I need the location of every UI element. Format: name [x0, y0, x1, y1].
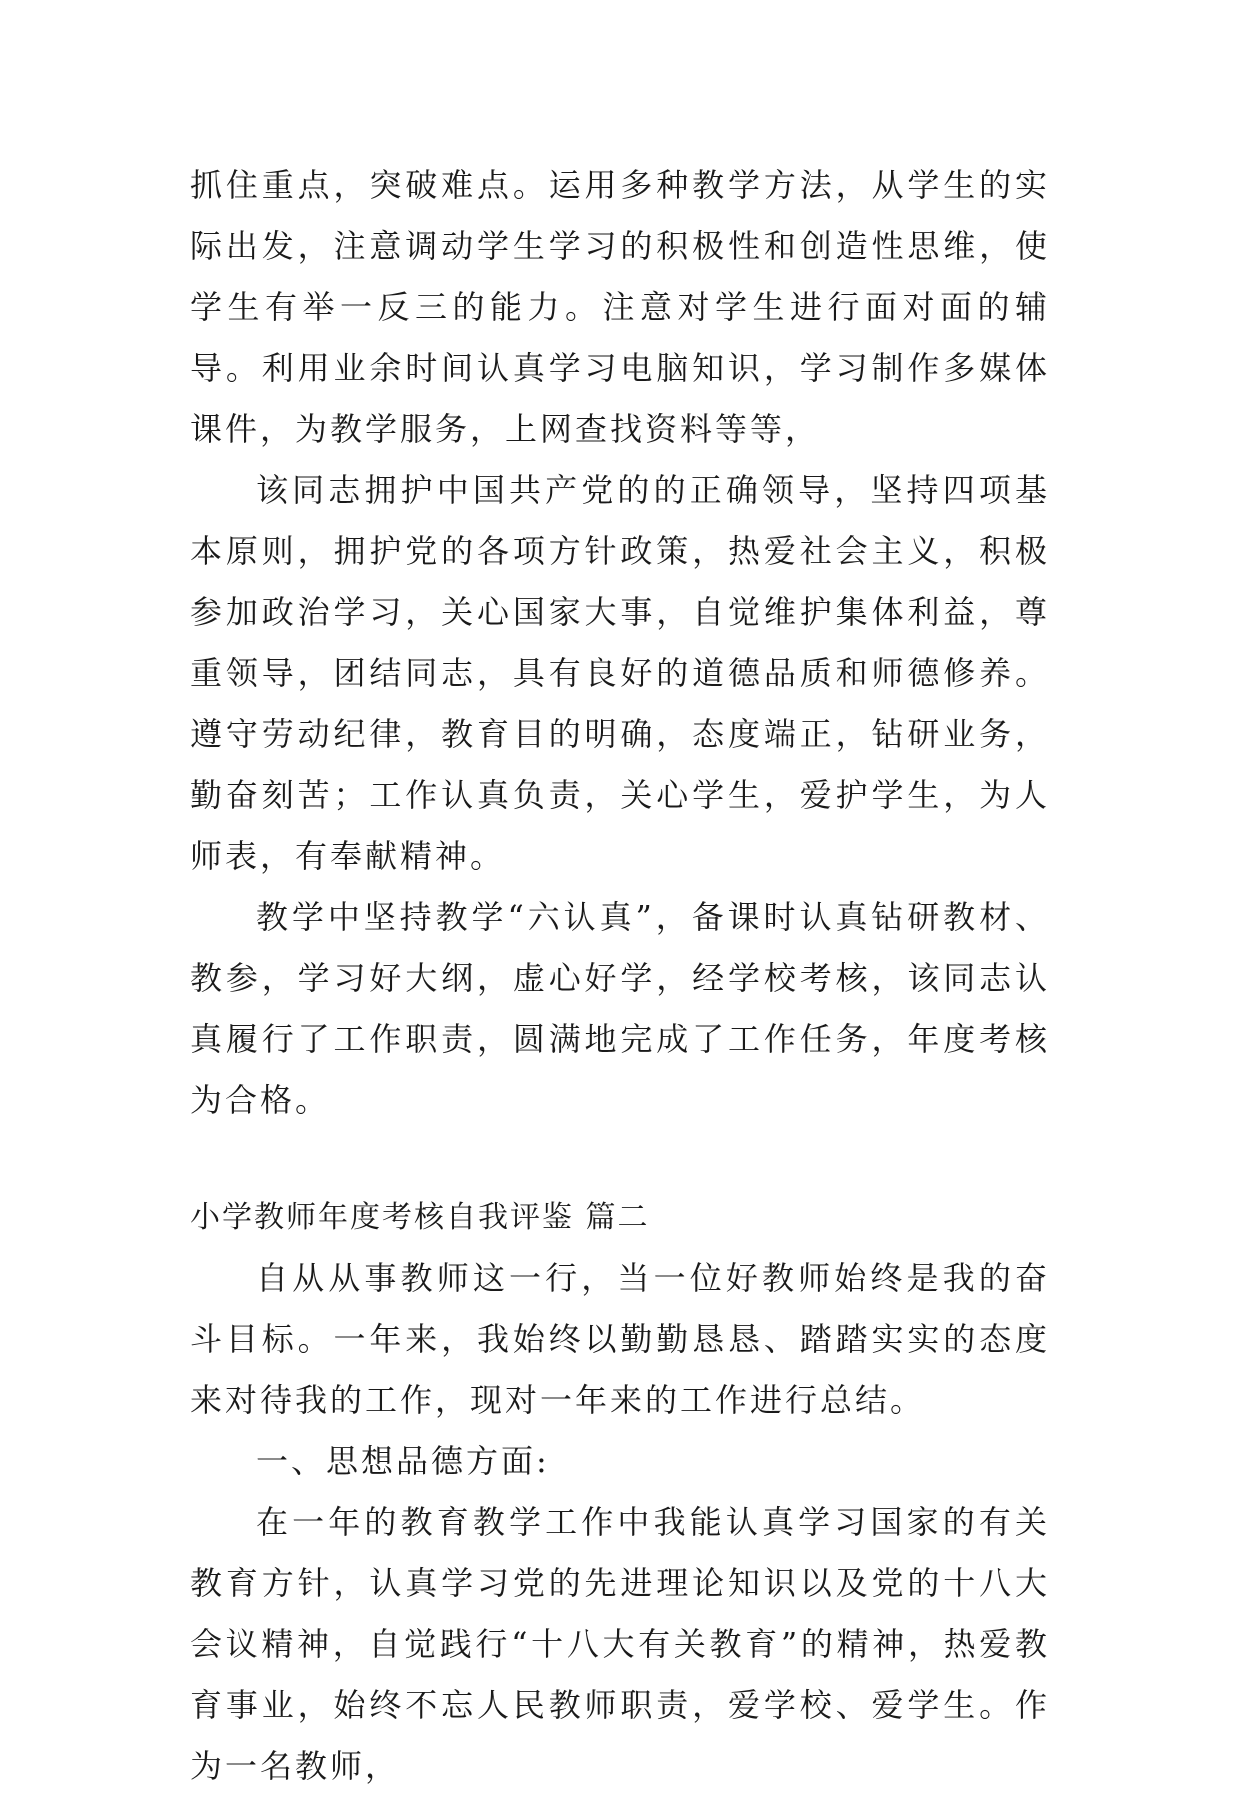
paragraph-ideology-details: 在一年的教育教学工作中我能认真学习国家的有关教育方针，认真学习党的先进理论知识以及党的十八大会议精神，自觉践行“十八大有关教育”的精神，热爱教育事业，始终不忘人民教师职责，爱学校、爱学生。作为一名教师， [190, 1503, 1050, 1785]
subheading-ideology: 一、思想品德方面: [256, 1442, 550, 1480]
document-body [190, 155, 1050, 1797]
section-heading: 小学教师年度考核自我评鉴 篇二 [190, 1200, 650, 1235]
paragraph-introduction: 自从从事教师这一行，当一位好教师始终是我的奋斗目标。一年来，我始终以勤勤恳恳、踏踏实实的态度来对待我的工作，现对一年来的工作进行总结。 [190, 1259, 1050, 1419]
paragraph-assessment-result: 教学中坚持教学“六认真”，备课时认真钻研教材、教参，学习好大纲，虚心好学，经学校考核，该同志认真履行了工作职责，圆满地完成了工作任务，年度考核为合格。 [190, 898, 1050, 1119]
paragraph-teaching-methods: 抓住重点，突破难点。运用多种教学方法，从学生的实际出发，注意调动学生学习的积极性和创造性思维，使学生有举一反三的能力。注意对学生进行面对面的辅导。利用业余时间认真学习电脑知识，学习制作多媒体课件，为教学服务，上网查找资料等等， [190, 166, 1050, 448]
paragraph-political-attitude: 该同志拥护中国共产党的的正确领导，坚持四项基本原则，拥护党的各项方针政策，热爱社会主义，积极参加政治学习，关心国家大事，自觉维护集体利益，尊重领导，团结同志，具有良好的道德品质和师德修养。遵守劳动纪律，教育目的明确，态度端正，钻研业务，勤奋刻苦；工作认真负责，关心学生，爱护学生，为人师表，有奉献精神。 [190, 471, 1050, 875]
